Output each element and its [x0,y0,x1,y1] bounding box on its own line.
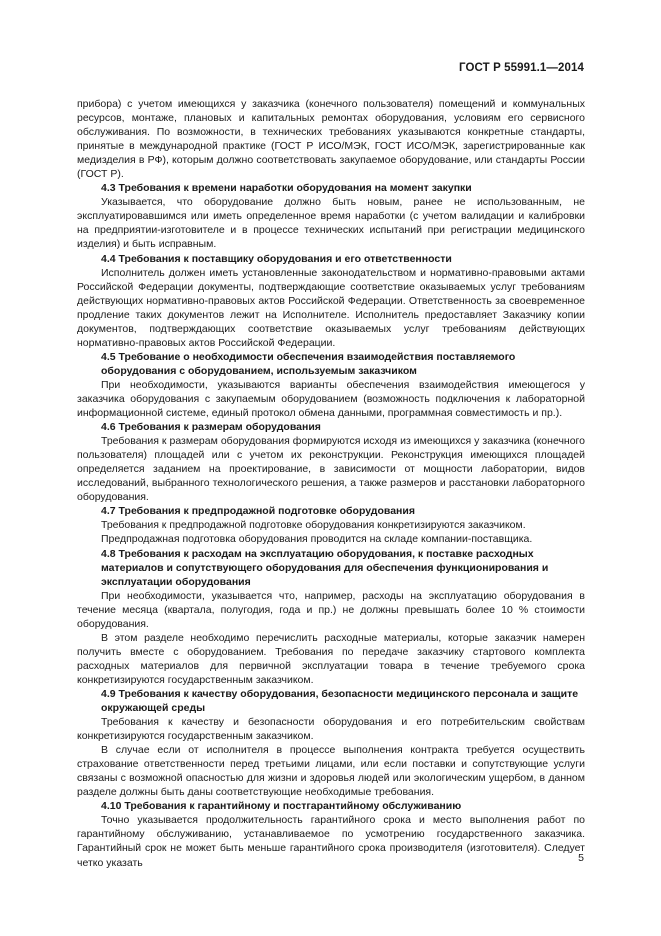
paragraph: Точно указывается продолжительность гарантийного срока и место выполнения работ по гарантийному обслуживанию, устанавливаемое по усмотрению государственного заказчика. Гарантийный срок не может быть меньше гарантийного срока производителя (изготовителя). Следует четко указать [77,814,585,869]
section-heading-4-8: 4.8 Требования к расходам на эксплуатацию оборудования, к поставке расходных материалов и сопутствующего оборудования для обеспечения функционирования и эксплуатации оборудования [101,547,549,588]
paragraph: В этом разделе необходимо перечислить расходные материалы, которые заказчик намерен получить вместе с оборудованием. Требования по передаче заказчику стартового комплекта расходных материалов для первичной эксплуатации товара в течение требуемого срока конкретизируются государственным заказчиком. [77,631,585,686]
section-heading-4-7: 4.7 Требования к предпродажной подготовке оборудования [101,505,415,518]
paragraph: При необходимости, указываются варианты обеспечения взаимодействия имеющегося у заказчика оборудования с закупаемым оборудованием (возможность подключения к лабораторной информационной системе, единый протокол обмена данными, программная совместимость и пр.). [77,378,585,420]
document-body [77,97,585,870]
section-heading-4-5: 4.5 Требование о необходимости обеспечения взаимодействия поставляемого оборудования с оборудованием, используемым заказчиком [101,350,516,377]
section-heading-4-9: 4.9 Требования к качеству оборудования, безопасности медицинского персонала и защите окружающей среды [101,687,579,715]
page-header: ГОСТ Р 55991.1—2014 [459,62,584,74]
paragraph: Предпродажная подготовка оборудования проводится на складе компании-поставщика. [101,533,533,546]
paragraph-continuation: прибора) с учетом имеющихся у заказчика (конечного пользователя) помещений и коммунальных ресурсов, монтаже, плановых и капитальных ремонтах оборудования, условиям его сервисного обслуживания. По возможности, в технических требованиях указываются конкретные стандарты, принятые в международной практике (ГОСТ Р ИСО/МЭК, ГОСТ ИСО/МЭК, зарегистрированные как медизделия в РФ), которым должно соответствовать закупаемое оборудование, или стандарты России (ГОСТ Р). [77,98,585,181]
paragraph: Указывается, что оборудование должно быть новым, ранее не использованным, не эксплуатировавшимся или иметь определенное время наработки (с учетом валидации и калибровки на предприятии-изготовителе и в процессе технических испытаний при регистрации медицинского изделия) и быть исправным. [77,196,585,251]
paragraph: Требования к предпродажной подготовке оборудования конкретизируются заказчиком. [101,519,526,532]
section-heading-4-3: 4.3 Требования к времени наработки оборудования на момент закупки [101,182,472,195]
section-heading-4-6: 4.6 Требования к размерам оборудования [101,421,321,434]
paragraph: Требования к качеству и безопасности оборудования и его потребительским свойствам конкретизируются государственным заказчиком. [77,716,585,743]
paragraph: При необходимости, указывается что, например, расходы на эксплуатацию оборудования в течение месяца (квартала, полугодия, года и пр.) не должны превышать более 10 % стоимости оборудования. [77,589,585,630]
paragraph: Исполнитель должен иметь установленные законодательством и нормативно-правовыми актами Российской Федерации документы, подтверждающие соответствие оказываемых услуг требованиям действующих нормативно-правовых актов Российской Федерации. Ответственность за своевременное продление таких документов лежит на Исполнителе. Исполнитель предоставляет Заказчику копии документов, подтверждающих соответствие оказываемых услуг требованиям действующих нормативно-правовых актов Российской Федерации. [77,266,585,349]
paragraph: В случае если от исполнителя в процессе выполнения контракта требуется осуществить страхование ответственности перед третьими лицами, или если поставки и сопутствующие услуги связаны с возможной опасностью для жизни и здоровья людей или экологическим ущербом, в данном разделе должны быть даны соответствующие необходимые требования. [77,744,585,799]
section-heading-4-4: 4.4 Требования к поставщику оборудования и его ответственности [101,252,452,265]
page-number: 5 [578,852,584,864]
section-heading-4-10: 4.10 Требования к гарантийному и постгарантийному обслуживанию [101,800,462,813]
paragraph: Требования к размерам оборудования формируются исходя из имеющихся у заказчика (конечного пользователя) площадей или с учетом их реконструкции. Реконструкция имеющихся площадей определяется заданием на проектирование, в зависимости от мощности лаборатории, видов исследований, выбранного технологического решения, а также размеров и расстановки лабораторного оборудования. [77,435,585,504]
